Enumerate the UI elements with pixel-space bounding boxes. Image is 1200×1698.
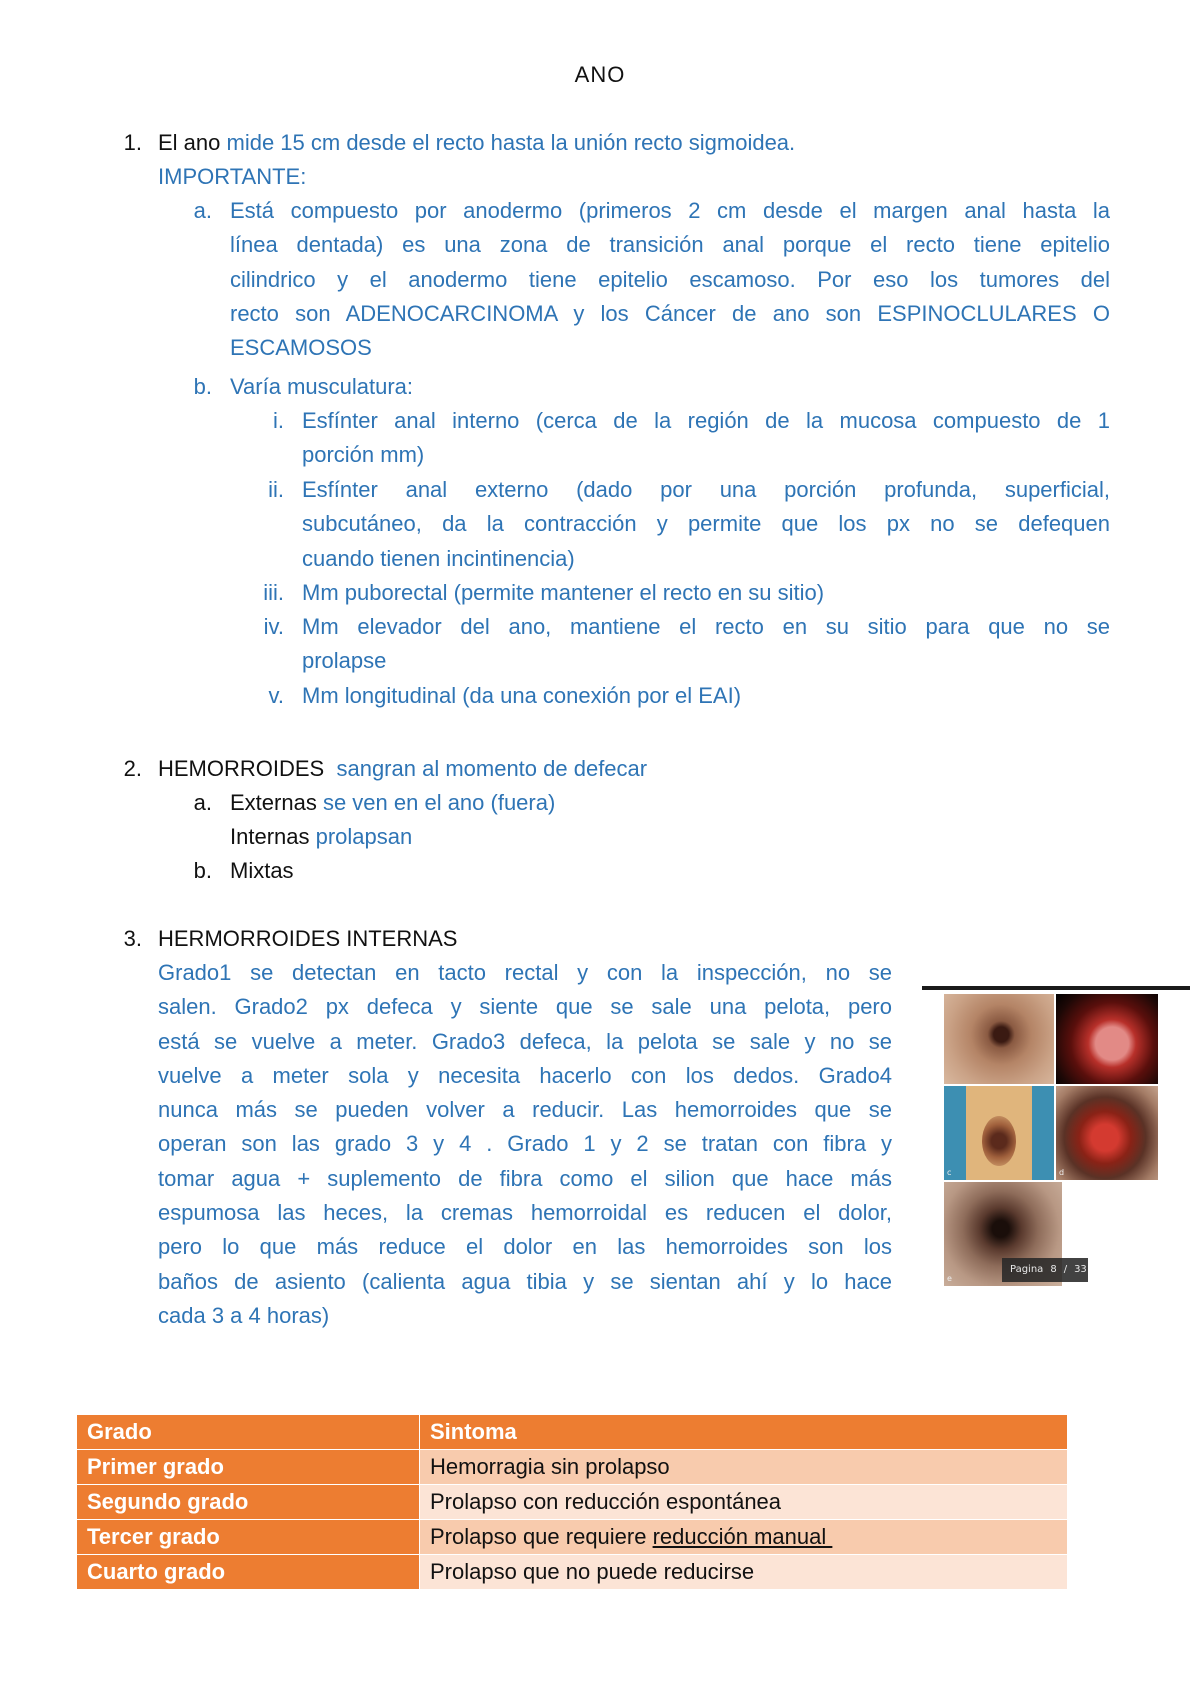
list-marker: i. [273,408,284,433]
section1-a-paragraph [230,194,1110,365]
paragraph-line: nunca más se pueden volver a reducir. Las hemorroides que se [158,1097,892,1123]
list-marker: v. [268,683,284,708]
table-header-row [77,1415,1068,1450]
paragraph-line: ESCAMOSOS [230,335,372,361]
paragraph-line: cilindrico y el anodermo tiene epitelio escamoso. Por eso los tumores del [230,266,1110,292]
grade-cell: Tercer grado [77,1520,420,1555]
internas-text: prolapsan [309,824,413,849]
list-number: 1. [123,130,142,155]
paragraph-line: operan son las grado 3 y 4 . Grado 1 y 2 se tratan con fibra y [158,1131,892,1157]
page-number: 8 [1050,1264,1057,1275]
list-marker: b. [193,858,212,883]
list-number: 2. [123,756,142,781]
paragraph-line: subcutáneo, da la contracción y permite que los px no se defequen [302,511,1110,537]
photo-detail [982,1116,1016,1166]
roman-item [302,473,1110,576]
section1-text: mide 15 cm desde el recto hasta la unión recto sigmoidea. [220,130,796,155]
paragraph-line: prolapse [302,648,387,674]
section1-intro [158,126,795,160]
photo-label: d [1059,1168,1065,1177]
photo-label: e [947,1274,952,1283]
image-top-border [922,986,1190,990]
section2-lead: HEMORROIDES [158,756,325,781]
paragraph-line: recto son ADENOCARCINOMA y los Cáncer de ano son ESPINOCLULARES O [230,300,1110,326]
list-marker: iv. [263,614,284,639]
paragraph-line: línea dentada) es una zona de transición anal porque el recto tiene epitelio [230,232,1110,258]
page-indicator [1002,1258,1088,1282]
list-number: 3. [123,926,142,951]
important-label: IMPORTANTE: [158,164,307,189]
roman-item [302,610,1110,679]
externas-text: se ven en el ano (fuera) [316,790,556,815]
page-separator: / [1063,1264,1068,1275]
list-marker: iii. [263,580,284,605]
paragraph-line: Esfínter anal interno (cerca de la región de la mucosa compuesto de 1 [302,408,1110,433]
section3-paragraph [158,956,892,1333]
header-cell-sintoma: Sintoma [420,1415,1068,1450]
paragraph-line: Mm elevador del ano, mantiene el recto en su sitio para que no se [302,614,1110,639]
section3-heading: HERMORROIDES INTERNAS [158,926,458,951]
list-marker: ii. [268,477,284,502]
hemorrhoid-photo [944,994,1054,1084]
symptom-text: Prolapso que requiere [430,1524,653,1549]
paragraph-line: tomar agua + suplemento de fibra como el silion que hace más [158,1165,892,1191]
paragraph-line: pero lo que más reduce el dolor en las hemorroides son los [158,1234,892,1260]
paragraph-line: cada 3 a 4 horas) [158,1302,330,1328]
symptom-cell: Prolapso con reducción espontánea [420,1485,1068,1520]
list-marker: a. [193,198,212,223]
mixtas-text: Mixtas [230,858,294,883]
roman-item [302,576,1110,610]
hemorrhoid-photo [944,1086,1054,1180]
section1-b-text: Varía musculatura: [230,374,414,399]
paragraph-line: Mm longitudinal (da una conexión por el EAI) [302,683,742,708]
paragraph-line: Está compuesto por anodermo (primeros 2 cm desde el margen anal hasta la [230,198,1110,223]
section2-text: sangran al momento de defecar [324,756,648,781]
grade-cell: Cuarto grado [77,1555,420,1590]
section1-lead: El ano [158,130,221,155]
externas-line [230,786,555,820]
symptom-underlined: reducción manual [652,1524,833,1549]
grade-table [76,1414,1068,1590]
paragraph-line: Grado1 se detectan en tacto rectal y con la inspección, no se [158,960,892,985]
paragraph-line: está se vuelve a meter. Grado3 defeca, la pelota se sale y no se [158,1028,892,1054]
hemorrhoid-photo [1056,1086,1158,1180]
photo-label: c [947,1168,952,1177]
page-total: 33 [1074,1264,1087,1275]
header-cell-grado: Grado [77,1415,420,1450]
paragraph-line: cuando tienen incintinencia) [302,545,575,571]
list-marker: b. [193,374,212,399]
paragraph-line: salen. Grado2 px defeca y siente que se sale una pelota, pero [158,994,892,1020]
page-title: ANO [574,62,626,87]
list-marker: a. [193,790,212,815]
roman-item [302,404,1110,473]
paragraph-line: baños de asiento (calienta agua tibia y se sientan ahí y lo hace [158,1268,892,1294]
paragraph-line: Mm puborectal (permite mantener el recto en su sitio) [302,580,825,605]
table-row [77,1485,1068,1520]
paragraph-line: vuelve a meter sola y necesita hacerlo con los dedos. Grado4 [158,1062,892,1088]
paragraph-line: espumosa las heces, la cremas hemorroidal es reducen el dolor, [158,1200,892,1226]
internas-line [230,820,412,854]
table-row [77,1555,1068,1590]
roman-item [302,679,1110,713]
internas-lead: Internas [230,824,310,849]
section2-heading [158,752,647,786]
symptom-cell [420,1520,1068,1555]
page-label: Pagina [1010,1264,1044,1275]
hemorrhoid-photo [1056,994,1158,1084]
symptom-cell: Hemorragia sin prolapso [420,1450,1068,1485]
symptom-cell: Prolapso que no puede reducirse [420,1555,1068,1590]
grade-cell: Segundo grado [77,1485,420,1520]
paragraph-line: Esfínter anal externo (dado por una porción profunda, superficial, [302,477,1110,502]
grade-cell: Primer grado [77,1450,420,1485]
paragraph-line: porción mm) [302,442,425,468]
externas-lead: Externas [230,790,317,815]
table-row [77,1520,1068,1555]
table-row [77,1450,1068,1485]
